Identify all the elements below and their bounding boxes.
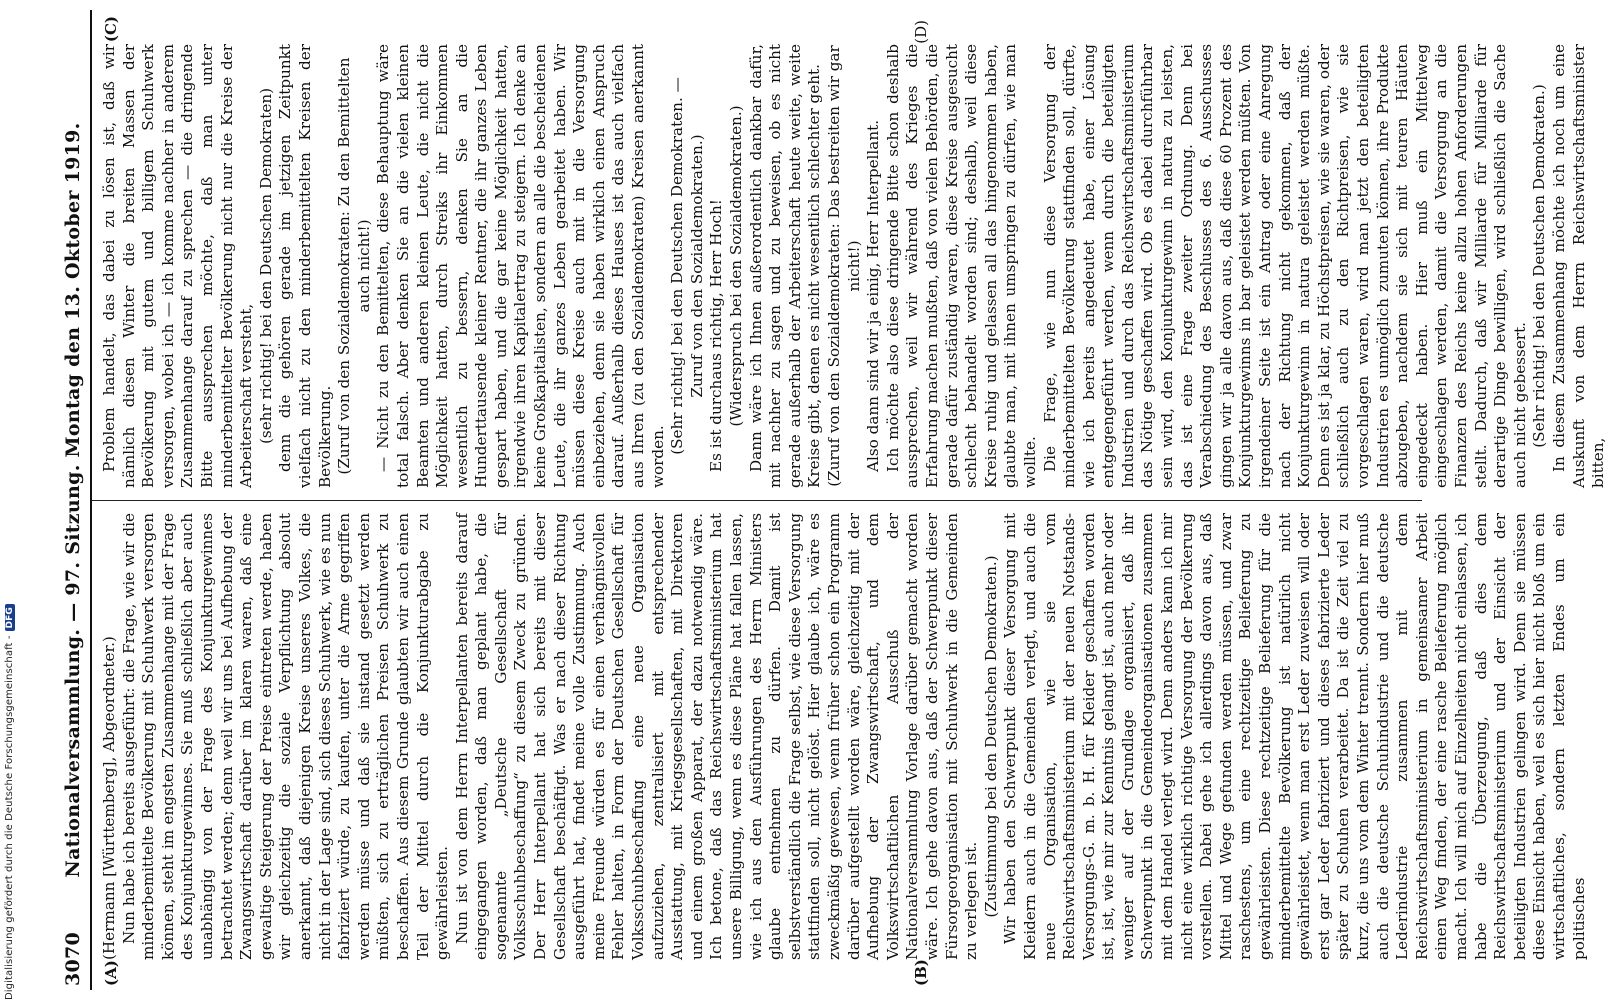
paragraph: Nun ist von dem Herrn Interpellanten bereits darauf eingegangen worden, daß man geplant habe, die sogenannte „Deutsche Gesellschaft für Volksschuhbeschaffung“ zu diesem Zweck zu gründen. Der Herr Interpellant hat sich bereits mit dieser Gesellschaft beschäftigt. Was er nach dieser Richtung ausgeführt hat, findet meine volle Zustimmung. Auch meine Freunde würden es für einen verhängnisvollen Fehler halten, in Form der Deutschen Gesellschaft für Volksschuhbeschaffung eine neue Organisation aufzuziehen, zentralisiert mit entsprechender Ausstattung, mit Kriegsgesellschaften, mit Direktoren und einem großen Apparat, der dazu notwendig wäre. Ich betone, daß das Reichswirtschaftsministerium hat unsere Billigung, wenn es diese Pläne hat fallen lassen, wie ich aus den Ausführungen des Herrn Ministers glaube entnehmen zu dürfen. Damit ist selbstverständlich die Frage selbst, wie diese Versorgung stattfinden soll, nicht gelöst. Hier glaube ich, wäre es zweckmäßig gewesen, wenn früher schon ein Programm darüber aufgestellt worden wäre, gleichzeitig mit der Aufhebung der Zwangswirtschaft, und dem Volkswirtschaftlichen Ausschuß der Nationalversammlung Vorlage darüber gemacht worden wäre. Ich gehe davon aus, daß der Schwerpunkt dieser Fürsorgeorganisation mit Schuhwerk in die Gemeinden zu verlegen ist.: [452, 513, 981, 960]
paragraph: Problem handelt, das dabei zu lösen ist, daß wir nämlich diesen Winter die breiten Massen der Bevölkerung mit gutem und billigem Schuhwerk versorgen, wobei ich — ich komme nachher in anderem Zusammenhange darauf zu sprechen — die dringende Bitte aussprechen möchte, daß man unter minderbemittelter Bevölkerung nicht nur die Kreise der Arbeiterschaft versteht,: [100, 44, 256, 488]
paragraph: — Nicht zu den Bemittelten, diese Behauptung wäre total falsch. Aber denken Sie an die vielen kleinen Beamten und anderen kleinen Leute, die nicht die Möglichkeit hatten, durch Streiks ihr Einkommen wesentlich zu bessern, denken Sie an die Hunderttausende kleiner Rentner, die ihr ganzes Leben gespart haben, und die gar keine Möglichkeit hatten, irgendwie ihren Kapitalertrag zu steigern. Ich denke an keine Großkapitalisten, sondern an alle die bescheidenen Leute, die ihr ganzes Leben gearbeitet haben. Wir müssen diese Kreise auch mit in die Versorgung einbeziehen, denn sie haben wirklich einen Anspruch darauf. Außerhalb dieses Hauses ist das auch vielfach aus Ihren (zu den Sozialdemokraten) Kreisen anerkannt worden.: [374, 44, 667, 488]
page-title: Nationalversammlung. — 97. Sitzung. Montag den 13. Oktober 1919.: [62, 122, 84, 878]
paragraph: Ich möchte also diese dringende Bitte schon deshalb aussprechen, weil wir während des Krieges die Erfahrung machen mußten, daß von vielen Behörden, die gerade dafür zuständig waren, diese Kreise ausgesucht schlecht behandelt worden sind; deshalb, weil diese Kreise ruhig und gelassen all das hingenommen haben, glaubte man, mit ihnen umspringen zu dürfen, wie man wollte.: [883, 44, 1039, 488]
interjection: (Sehr richtig! bei den Deutschen Demokraten. —: [668, 77, 687, 455]
dfg-logo-icon: DFG: [5, 604, 15, 631]
margin-mark-b: (B): [912, 959, 930, 986]
margin-mark-c: (C): [102, 16, 120, 43]
digitization-note: [4, 604, 15, 1000]
margin-mark-a: (A): [102, 960, 120, 986]
left-column: [92, 500, 1588, 990]
paragraph: Nun habe ich bereits ausgeführt: die Frage, wie wir die minderbemittelte Bevölkerung mit Schuhwerk versorgen können, steht im engsten Zusammenhange mit der Frage des Konjunkturgewinnes. Sie muß schließlich aber auch unabhängig von der Frage des Konjunkturgewinnes betrachtet werden; denn weil wir uns bei Aufhebung der Zwangswirtschaft darüber im klaren waren, daß eine gewaltige Steigerung der Preise eintreten werde, haben wir gleichzeitig die soziale Verpflichtung absolut anerkannt, daß diejenigen Kreise unseres Volkes, die nicht in der Lage sind, sich dieses Schuhwerk, wie es nun fabriziert würde, zu kaufen, unter die Arme gegriffen werden müsse und daß sie instand gesetzt werden müßten, sich zu erträglichen Preisen Schuhwerk zu beschaffen. Aus diesem Grunde glaubten wir auch einen Teil der Mittel durch die Konjunkturabgabe zu gewährleisten.: [119, 513, 452, 960]
interjection: Zuruf von den Sozialdemokraten.): [687, 134, 706, 398]
newspaper-page: [50, 0, 1608, 1000]
interjection: (Sehr richtig! bei den Deutschen Demokraten.): [1530, 84, 1549, 448]
interjection: (sehr richtig! bei den Deutschen Demokraten): [256, 87, 275, 445]
interjection: (Zustimmung bei den Deutschen Demokraten.): [981, 555, 1000, 918]
interjection: (Widerspruch bei den Sozialdemokraten.): [727, 105, 745, 427]
interjection: (Zuruf von den Sozialdemokraten: Zu den Bemittelten auch nicht!): [335, 57, 373, 475]
page-header: [56, 10, 92, 990]
paragraph: Also dann sind wir ja einig, Herr Interpellant.: [864, 119, 883, 472]
interjection: (Zuruf von den Sozialdemokraten: Das bestreiten wir gar nicht!): [824, 45, 863, 487]
paragraph: Die Frage, wie nun diese Versorgung der minderbemittelten Bevölkerung stattfinden soll, dürfte, wie ich bereits angedeutet habe, einer Lösung entgegengeführt werden, wenn durch die beteiligten Industrien und durch das Reichswirtschaftsministerium das Nötige geschaffen wird. Ob es dabei durchführbar sein wird, den Konjunkturgewinn in natura zu leisten, das ist eine Frage zweiter Ordnung. Denn bei Verabschiedung des Beschlusses des 6. Ausschusses gingen wir ja alle davon aus, daß diese 60 Prozent des Konjunkturgewinns in bar geleistet werden müßten. Von irgendeiner Seite ist ein Antrag oder eine Anregung nach der Richtung nicht gekommen, daß der Konjunkturgewinn in natura geleistet werden müßte. Denn es ist ja klar, zu Höchstpreisen, wie sie waren, oder schließlich auch zu den Richtpreisen, wie sie vorgeschlagen waren, wird man jetzt den beteiligten Industrien es unmöglich zumuten können, ihre Produkte abzugeben, nachdem sie sich mit teuren Häuten eingedeckt haben. Hier muß ein Mittelweg eingeschlagen werden, damit die Versorgung an die Finanzen des Reichs keine allzu hohen Anforderungen stellt. Dadurch, daß wir Milliarde für Milliarde für derartige Dinge bewilligen, wird schließlich die Sache auch nicht gebessert.: [1040, 44, 1529, 488]
paragraph: denn die gehören gerade im jetzigen Zeitpunkt vielfach nicht zu den minderbemittelten Kreisen der Bevölkerung.: [276, 44, 334, 488]
paragraph: Es ist durchaus richtig, Herr Hoch!: [707, 199, 726, 472]
paragraph: Wir haben den Schwerpunkt dieser Versorgung mit Kleidern auch in die Gemeinden verlegt, und auch die neue Organisation, wie sie vom Reichswirtschaftsministerium mit der neuen Notstands-Versorgungs-G. m. b. H. für Kleider geschaffen worden ist, ist, wie mir zur Kenntnis gelangt ist, auch mehr oder weniger auf der Grundlage organisiert, daß ihr Schwerpunkt in die Gemeindeorganisationen zusammen mit dem Handel verlegt wird. Denn anders kann ich mir nicht eine wirklich richtige Versorgung der Bevölkerung vorstellen. Dabei gehe ich allerdings davon aus, daß Mittel und Wege gefunden werden müssen, und zwar raschestens, um eine rechtzeitige Belieferung zu gewährleisten. Diese rechtzeitige Belieferung für die minderbemittelte Bevölkerung ist natürlich nicht gewährleistet, wenn man erst Leder zuweisen will oder erst gar Leder fabriziert und dieses fabrizierte Leder später zu Schuhen verarbeitet. Da ist die Zeit viel zu kurz, die uns vom dem Winter trennt. Sondern hier muß auch die deutsche Schuhindustrie und die deutsche Lederindustrie zusammen mit dem Reichswirtschaftsministerium in gemeinsamer Arbeit einen Weg finden, der eine rasche Belieferung möglich macht. Ich will mich auf Einzelheiten nicht einlassen, ich habe die Überzeugung, daß dies dem Reichswirtschaftsministerium und der Einsicht der beteiligten Industrien gelingen wird. Denn sie müssen diese Einsicht haben, weil es sich hier nicht bloß um ein wirtschaftliches, sondern letzten Endes um ein politisches: [1001, 513, 1588, 960]
speaker-line: (Hermann [Württemberg], Abgeordneter.): [100, 636, 118, 960]
margin-mark-d: (D): [912, 20, 930, 44]
page-number: 3070: [62, 931, 84, 986]
paragraph: Dann wäre ich Ihnen außerordentlich dankbar dafür, mit nachher zu sagen und zu beweisen, ob es nicht gerade außerhalb der Arbeiterschaft heute weite, weite Kreise gibt, denen es nicht wesentlich schlechter geht.: [746, 44, 824, 488]
right-column: [92, 10, 1608, 500]
digitization-note-text: Digitalisierung gefördert durch die Deutsche Forschungsgemeinschaft -: [4, 635, 15, 1000]
text-columns: [92, 10, 1608, 990]
paragraph: In diesem Zusammenhang möchte ich noch um eine Auskunft von dem Herrn Reichswirtschaftsminister bitten,: [1549, 44, 1608, 488]
